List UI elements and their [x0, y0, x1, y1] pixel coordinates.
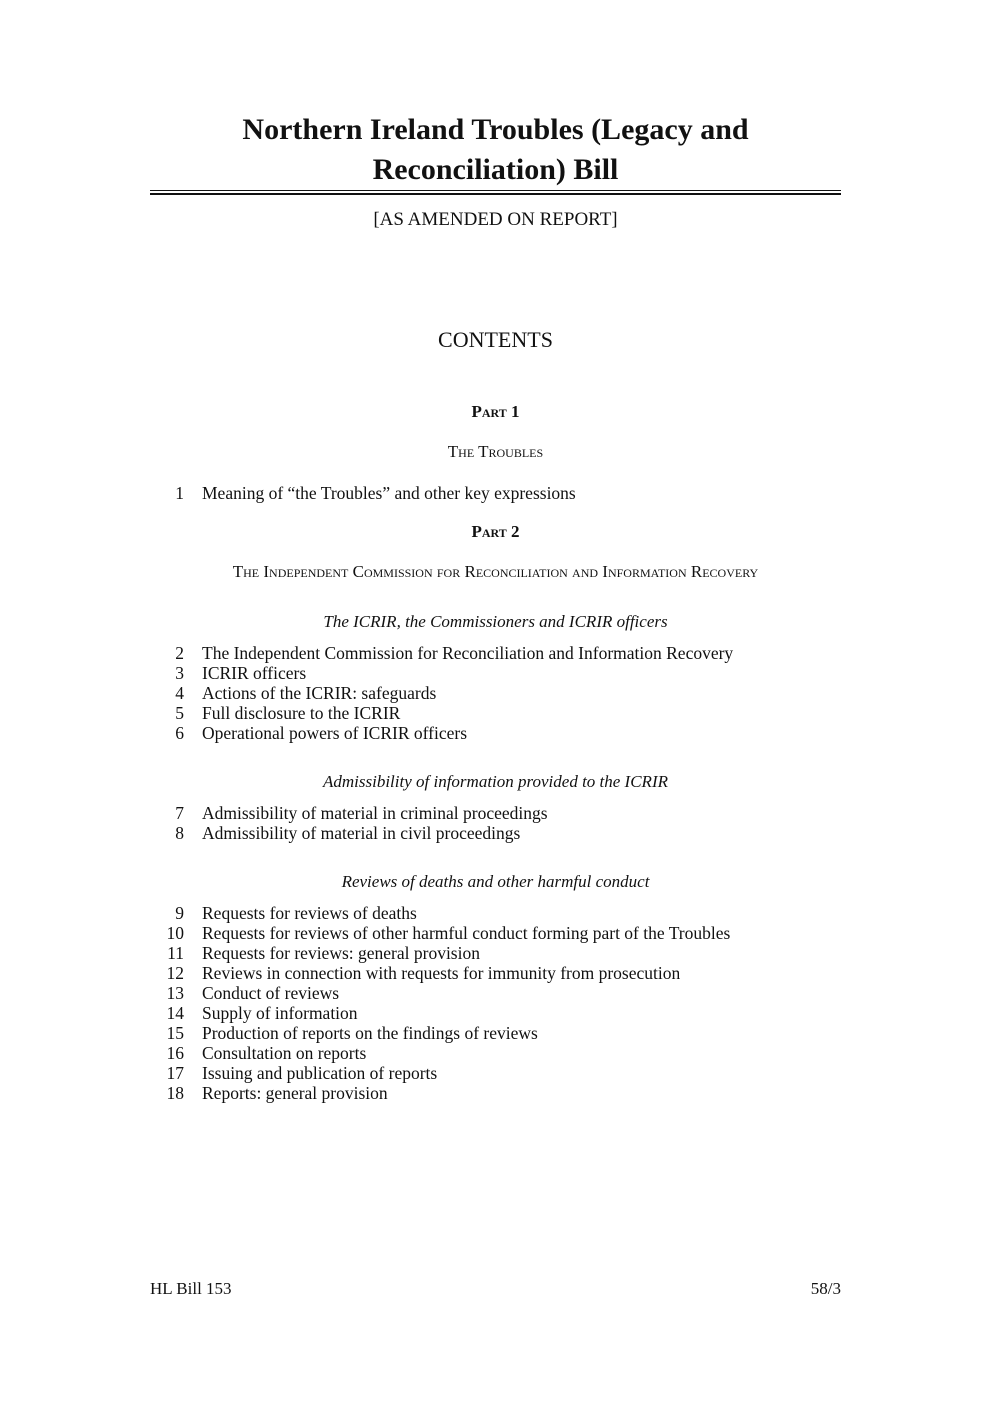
- crossheading-reviews: Reviews of deaths and other harmful conduct: [341, 872, 650, 891]
- footer-bill-reference: HL Bill 153: [150, 1279, 232, 1298]
- toc-group-icrir: [150, 643, 850, 743]
- toc-row[interactable]: [150, 683, 850, 703]
- section-number: 16: [166, 1043, 184, 1063]
- title-rule-thin: [150, 190, 841, 191]
- toc-row[interactable]: [150, 1063, 850, 1083]
- section-title: Reviews in connection with requests for immunity from prosecution: [202, 963, 681, 983]
- section-title: Meaning of “the Troubles” and other key expressions: [202, 483, 576, 503]
- section-number: 9: [175, 903, 184, 923]
- toc-row[interactable]: [150, 643, 850, 663]
- section-title: Reports: general provision: [202, 1083, 388, 1103]
- section-title: Production of reports on the findings of reviews: [202, 1023, 538, 1043]
- toc-row[interactable]: [150, 903, 850, 923]
- crossheading-admissibility: Admissibility of information provided to the ICRIR: [322, 772, 668, 791]
- bill-title-line-1: Northern Ireland Troubles (Legacy and: [242, 113, 749, 146]
- section-title: Supply of information: [202, 1003, 358, 1023]
- part-1-label: Part 1: [471, 402, 520, 421]
- bill-title-line-2: Reconciliation) Bill: [372, 153, 619, 186]
- toc-row[interactable]: [150, 1003, 850, 1023]
- toc-row[interactable]: [150, 923, 850, 943]
- section-title: Requests for reviews of deaths: [202, 903, 417, 923]
- section-title: Conduct of reviews: [202, 983, 340, 1003]
- section-title: Admissibility of material in civil proceedings: [202, 823, 521, 843]
- section-number: 2: [175, 643, 184, 663]
- section-number: 10: [166, 923, 184, 943]
- contents-heading: CONTENTS: [438, 327, 553, 352]
- section-number: 12: [166, 963, 184, 983]
- section-title: The Independent Commission for Reconciliation and Information Recovery: [202, 643, 734, 663]
- toc-row[interactable]: [150, 1083, 850, 1103]
- section-title: Actions of the ICRIR: safeguards: [202, 683, 437, 703]
- toc-row[interactable]: [150, 703, 850, 723]
- toc-row[interactable]: [150, 983, 850, 1003]
- part-2-title: The Independent Commission for Reconciliation and Information Recovery: [232, 562, 759, 581]
- toc-row[interactable]: [150, 1043, 850, 1063]
- section-number: 15: [166, 1023, 184, 1043]
- footer-print-reference: 58/3: [810, 1279, 841, 1298]
- toc-row[interactable]: [150, 803, 850, 823]
- part-1-title: The Troubles: [447, 442, 544, 461]
- crossheading-icrir: The ICRIR, the Commissioners and ICRIR officers: [323, 612, 668, 631]
- section-number: 3: [175, 663, 184, 683]
- part-1-toc: [150, 483, 850, 503]
- section-title: Full disclosure to the ICRIR: [202, 703, 401, 723]
- part-2-label: Part 2: [471, 522, 520, 541]
- bill-status: [AS AMENDED ON REPORT]: [373, 209, 618, 230]
- toc-row[interactable]: [150, 823, 850, 843]
- section-number: 14: [166, 1003, 184, 1023]
- section-title: ICRIR officers: [202, 663, 307, 683]
- section-number: 1: [175, 483, 184, 503]
- toc-group-admissibility: [150, 803, 850, 843]
- section-title: Requests for reviews: general provision: [202, 943, 480, 963]
- section-title: Admissibility of material in criminal proceedings: [202, 803, 548, 823]
- section-number: 6: [175, 723, 184, 743]
- section-number: 17: [166, 1063, 184, 1083]
- toc-row[interactable]: [150, 723, 850, 743]
- section-number: 7: [175, 803, 184, 823]
- bill-title: [150, 110, 841, 190]
- toc-row[interactable]: [150, 483, 850, 503]
- section-title: Consultation on reports: [202, 1043, 367, 1063]
- toc-group-reviews: [150, 903, 850, 1103]
- toc-row[interactable]: [150, 1023, 850, 1043]
- section-number: 8: [175, 823, 184, 843]
- section-number: 5: [175, 703, 184, 723]
- section-number: 4: [175, 683, 184, 703]
- section-number: 18: [166, 1083, 184, 1103]
- section-number: 13: [166, 983, 184, 1003]
- section-number: 11: [167, 943, 184, 963]
- toc-row[interactable]: [150, 963, 850, 983]
- section-title: Operational powers of ICRIR officers: [202, 723, 468, 743]
- toc-row[interactable]: [150, 943, 850, 963]
- section-title: Requests for reviews of other harmful conduct forming part of the Troubles: [202, 923, 731, 943]
- toc-row[interactable]: [150, 663, 850, 683]
- title-rule-thick: [150, 193, 841, 195]
- section-title: Issuing and publication of reports: [202, 1063, 438, 1083]
